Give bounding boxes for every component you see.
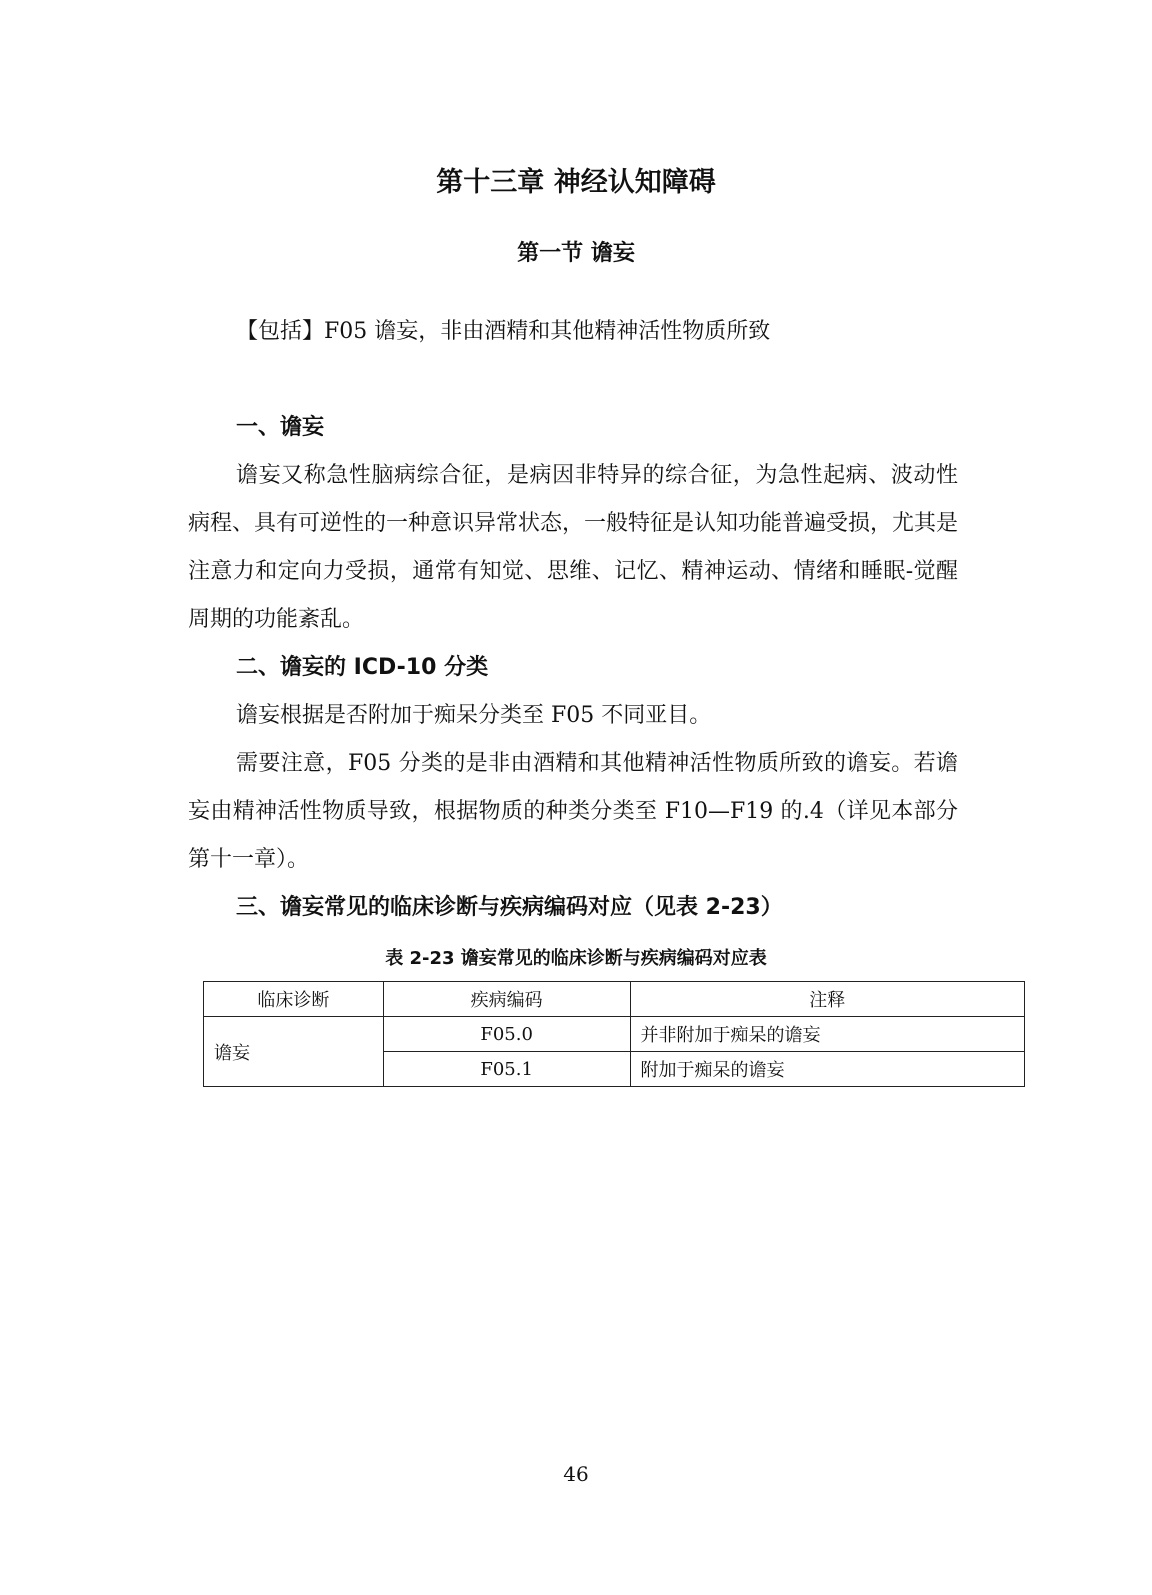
- table-caption: 表 2-23 谵妄常见的临床诊断与疾病编码对应表: [385, 948, 767, 969]
- diagnosis-code-table: [203, 981, 1025, 1087]
- header-disease-code: 疾病编码: [383, 982, 630, 1017]
- cell-note: 附加于痴呆的谵妄: [630, 1052, 1024, 1087]
- heading-diagnosis-code-mapping: 三、谵妄常见的临床诊断与疾病编码对应（见表 2-23）: [236, 895, 783, 920]
- cell-code: F05.0: [383, 1017, 630, 1052]
- paragraph-note: 需要注意，F05 分类的是非由酒精和其他精神活性物质所致的谵妄。若谵妄由精神活性物质导致，根据物质的种类分类至 F10—F19 的.4（详见本部分第十一章）。: [188, 751, 958, 872]
- header-note: 注释: [630, 982, 1024, 1017]
- heading-icd10-classification: 二、谵妄的 ICD-10 分类: [236, 655, 489, 680]
- paragraph-classification: 谵妄根据是否附加于痴呆分类至 F05 不同亚目。: [236, 703, 712, 728]
- table-row: [204, 1017, 1025, 1052]
- header-clinical-diagnosis: 临床诊断: [204, 982, 384, 1017]
- include-line: 【包括】F05 谵妄，非由酒精和其他精神活性物质所致: [236, 319, 771, 344]
- section-title: 第一节 谵妄: [517, 241, 635, 266]
- cell-code: F05.1: [383, 1052, 630, 1087]
- cell-diagnosis: 谵妄: [204, 1017, 384, 1087]
- table-header-row: [204, 982, 1025, 1017]
- heading-delirium: 一、谵妄: [236, 415, 325, 440]
- page-number: 46: [563, 1462, 589, 1486]
- chapter-title: 第十三章 神经认知障碍: [436, 167, 716, 198]
- paragraph-definition: 谵妄又称急性脑病综合征，是病因非特异的综合征，为急性起病、波动性病程、具有可逆性的一种意识异常状态，一般特征是认知功能普遍受损，尤其是注意力和定向力受损，通常有知觉、思维、记忆、精神运动、情绪和睡眠-觉醒周期的功能紊乱。: [188, 463, 959, 632]
- cell-note: 并非附加于痴呆的谵妄: [630, 1017, 1024, 1052]
